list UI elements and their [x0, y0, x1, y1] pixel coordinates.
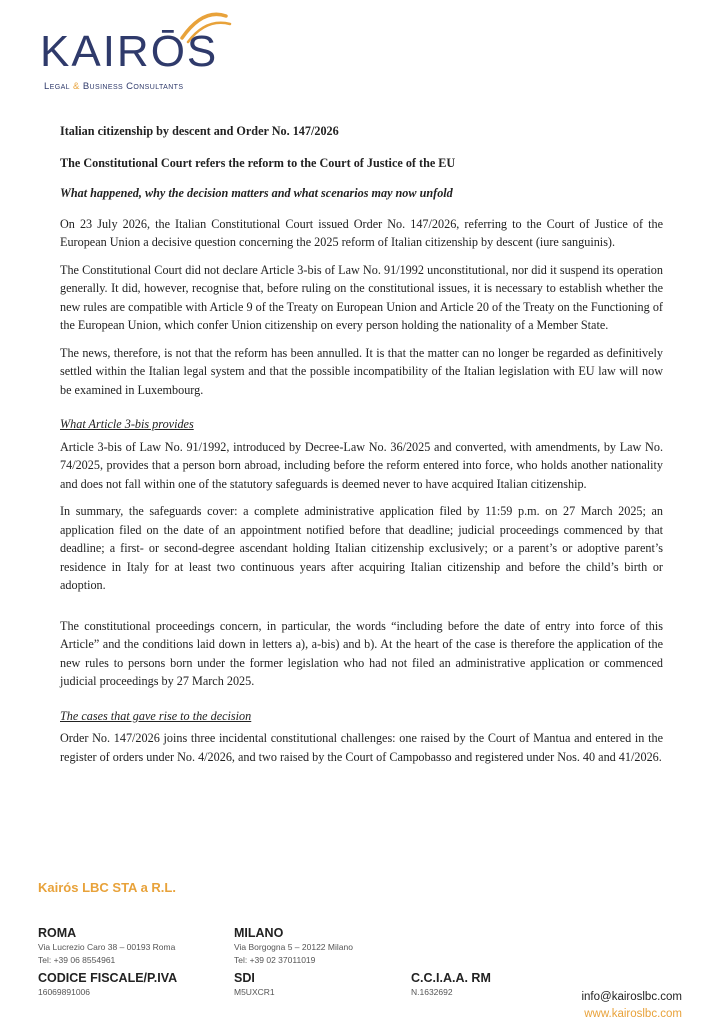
logo-wordmark: KAIRŌS	[40, 27, 219, 76]
footer-cciaa	[411, 970, 491, 999]
paragraph: The constitutional proceedings concern, in particular, the words “including before the date of entry into force of this Article” and the conditions laid down in letters a), a-bis) and b). At the heart of the case is therefore the application of the new rules to persons born under the former legislation who had not filed an administrative application or commenced judicial proceedings by 27 March 2025.	[60, 618, 663, 688]
paragraph: The Constitutional Court did not declare Article 3-bis of Law No. 91/1992 unconstitutional, nor did it suspend its operation generally. It did, however, recognise that, before ruling on the constitutional issues, it is necessary to establish whether the new rules are compatible with Article 9 of the Treaty on European Union and Article 20 of the Treaty on the Functioning of the European Union, which confer Union citizenship on every person holding the nationality of a Member State.	[60, 262, 663, 332]
sdi-title: SDI	[234, 971, 255, 985]
roma-tel: Tel: +39 06 8554961	[38, 955, 116, 965]
cciaa-title: C.C.I.A.A. RM	[411, 971, 491, 985]
paragraph: On 23 July 2026, the Italian Constitutional Court issued Order No. 147/2026, referring to the Court of Justice of the European Union a decisive question concerning the 2025 reform of Italian citizenship by descent (iure sanguinis).	[60, 216, 663, 249]
roma-title: ROMA	[38, 926, 77, 940]
cf-title: CODICE FISCALE/P.IVA	[38, 971, 178, 985]
company-logo	[40, 8, 240, 94]
footer-milano	[234, 925, 353, 967]
article-title: Italian citizenship by descent and Order No. 147/2026	[60, 124, 339, 138]
section-heading: What Article 3-bis provides	[60, 417, 194, 431]
website-link[interactable]: www.kairoslbc.com	[584, 1008, 682, 1020]
footer-cf	[38, 970, 177, 999]
cciaa-value: N.1632692	[411, 987, 453, 997]
footer-sdi	[234, 970, 275, 999]
paragraph: Order No. 147/2026 joins three incidental constitutional challenges: one raised by the Court of Mantua and entered in the register of orders under No. 4/2026, and two raised by the Court of Campobasso and registered under Nos. 40 and 41/2026.	[60, 731, 663, 764]
milano-tel: Tel: +39 02 37011019	[234, 955, 316, 965]
paragraph: In summary, the safeguards cover: a complete administrative application filed by 11:59 p.m. on 27 March 2025; an application filed on the date of an appointment notified before that deadline; judicial proceedings commenced by that deadline; a first- or second-degree ascendant holding Italian citizenship exclusively; or a parent’s or adoptive parent’s residence in Italy for at least two continuous years after acquiring Italian citizenship and before the child’s birth or adoption.	[60, 504, 663, 592]
article-lead: What happened, why the decision matters and what scenarios may now unfold	[60, 186, 453, 200]
section-heading: The cases that gave rise to the decision	[60, 708, 252, 723]
footer-roma	[38, 925, 175, 967]
article-body	[60, 122, 663, 775]
cf-value: 16069891006	[38, 987, 91, 997]
article-subtitle: The Constitutional Court refers the reform to the Court of Justice of the EU	[60, 155, 456, 170]
sdi-value: M5UXCR1	[234, 987, 275, 997]
footer-contact	[581, 989, 682, 1023]
paragraph: The news, therefore, is not that the reform has been annulled. It is that the matter can no longer be regarded as definitively settled within the Italian legal system and that the possible incompatibility of the Italian legislation with EU law will now be examined in Luxembourg.	[60, 345, 663, 397]
paragraph: Article 3-bis of Law No. 91/1992, introduced by Decree-Law No. 36/2025 and converted, with amendments, by Law No. 74/2025, provides that a person born abroad, including before the reform entered into force, who holds another nationality and does not fall within one of the statutory safeguards is deemed never to have acquired Italian citizenship.	[60, 439, 663, 491]
roma-address: Via Lucrezio Caro 38 – 00193 Roma	[38, 942, 176, 952]
milano-title: MILANO	[234, 926, 284, 940]
footer-company-name: Kairós LBC STA a R.L.	[38, 880, 176, 895]
logo-tagline: Legal & Business Consultants	[44, 81, 184, 92]
email-link[interactable]: info@kairoslbc.com	[581, 991, 682, 1003]
milano-address: Via Borgogna 5 – 20122 Milano	[234, 942, 353, 952]
